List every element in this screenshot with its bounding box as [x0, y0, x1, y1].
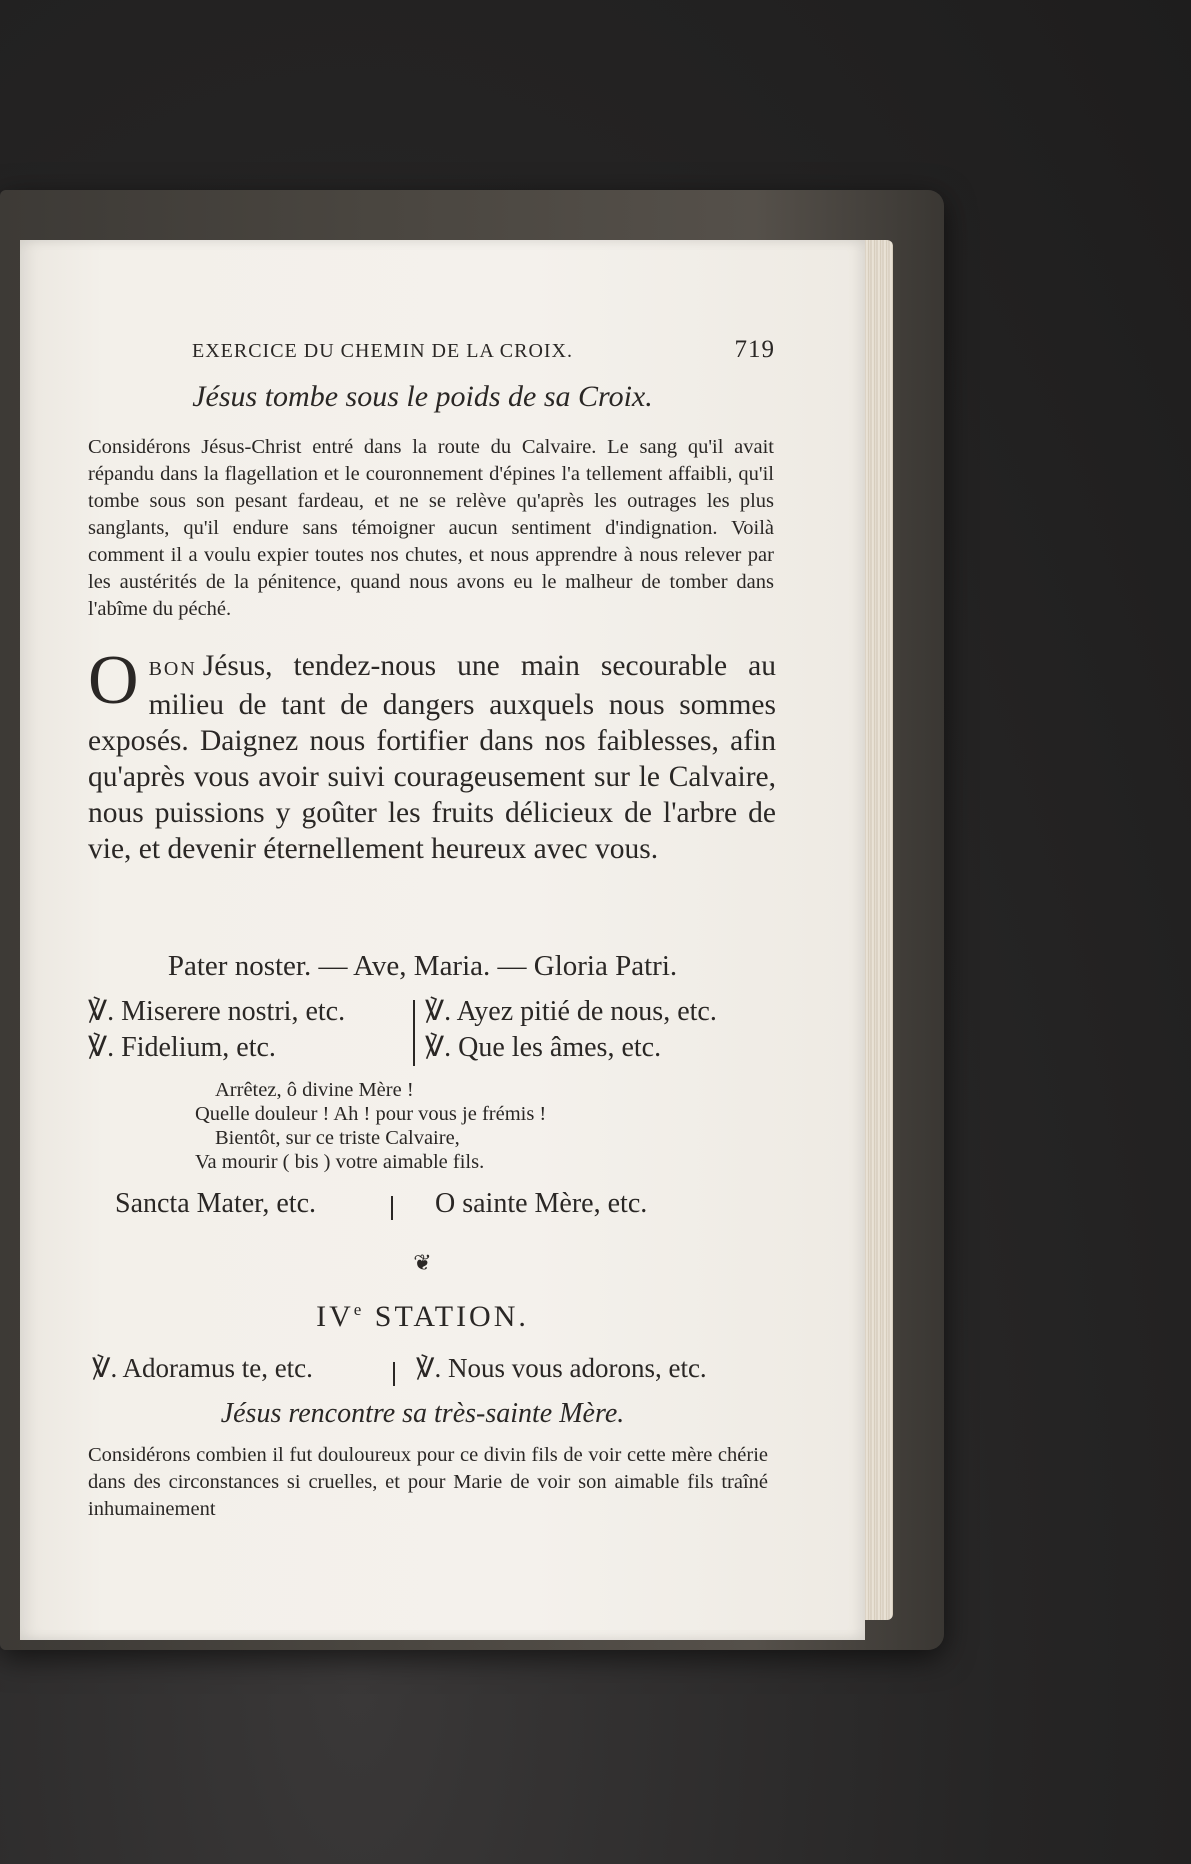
station-heading — [20, 1300, 825, 1334]
section-subtitle: Jésus tombe sous le poids de sa Croix. — [192, 380, 653, 413]
book-page — [20, 240, 865, 1640]
versicles-left — [88, 994, 408, 1066]
hymn-line-3: Bientôt, sur ce triste Calvaire, — [215, 1127, 460, 1149]
hymn-line-4: Va mourir ( bis ) votre aimable fils. — [195, 1151, 485, 1173]
prayer-smallcaps: BON — [148, 658, 197, 680]
station-sup: e — [353, 1300, 365, 1319]
ornament-fleuron: ❦ — [413, 1250, 432, 1275]
versicle-left-1: ℣. Miserere nostri, etc. — [88, 996, 346, 1027]
adoramus-left: ℣. Adoramus te, etc. — [92, 1353, 313, 1383]
hymn-line-2: Quelle douleur ! Ah ! pour vous je frémis ! — [195, 1103, 547, 1125]
station-numeral: IV — [316, 1300, 354, 1333]
hymn-line-1: Arrêtez, ô divine Mère ! — [215, 1079, 414, 1101]
station-label: STATION. — [374, 1300, 529, 1333]
versicle-right-2: ℣. Que les âmes, etc. — [425, 1032, 662, 1063]
prayer-text: Jésus, tendez-nous une main secourable au milieu de tant de dangers auxquels nous sommes exposés. Daignez nous fortifier dans nos faiblesses, afin qu'après vous avoir suivi courageusement sur le Calvaire, nous puissions y goûter les fruits délicieux de l'arbre de vie, et devenir éternellement heureux avec vous. — [88, 650, 776, 865]
sancta-left: Sancta Mater, etc. — [115, 1188, 317, 1219]
meditation-paragraph: Considérons Jésus-Christ entré dans la route du Calvaire. Le sang qu'il avait répandu dans la flagellation et le couronnement d'épines l'a tellement affaibli, qu'il tombe sous son pesant fardeau, et ne se relève qu'après les outrages les plus sanglants, qu'il endure sans témoigner aucun sentiment d'indignation. Voilà comment il a voulu expier toutes nos chutes, et nous apprendre à nous relever par les austérités de la pénitence, quand nous avons eu le malheur de tomber dans l'abîme du péché. — [88, 436, 774, 620]
adoramus-divider — [393, 1362, 395, 1386]
station-meditation: Considérons combien il fut douloureux pour ce divin fils de voir cette mère chérie dans des circonstances si cruelles, et pour Marie de voir son aimable fils traîné inhumainement — [88, 1444, 768, 1520]
sancta-right: O sainte Mère, etc. — [435, 1188, 648, 1219]
versicle-left-2: ℣. Fidelium, etc. — [88, 1032, 276, 1063]
adoramus-right: ℣. Nous vous adorons, etc. — [416, 1353, 707, 1383]
page-number: 719 — [734, 336, 775, 363]
column-divider — [413, 1000, 415, 1066]
pater-line: Pater noster. — Ave, Maria. — Gloria Patri. — [167, 950, 678, 982]
prayer-paragraph — [88, 642, 776, 867]
station-subtitle: Jésus rencontre sa très-sainte Mère. — [220, 1398, 625, 1429]
versicles-right — [425, 994, 785, 1066]
drop-cap: O — [88, 642, 139, 719]
versicle-right-1: ℣. Ayez pitié de nous, etc. — [425, 996, 717, 1027]
header-title: EXERCICE DU CHEMIN DE LA CROIX. — [192, 340, 573, 362]
hymn-stanza — [195, 1078, 715, 1174]
sancta-divider — [391, 1196, 393, 1220]
